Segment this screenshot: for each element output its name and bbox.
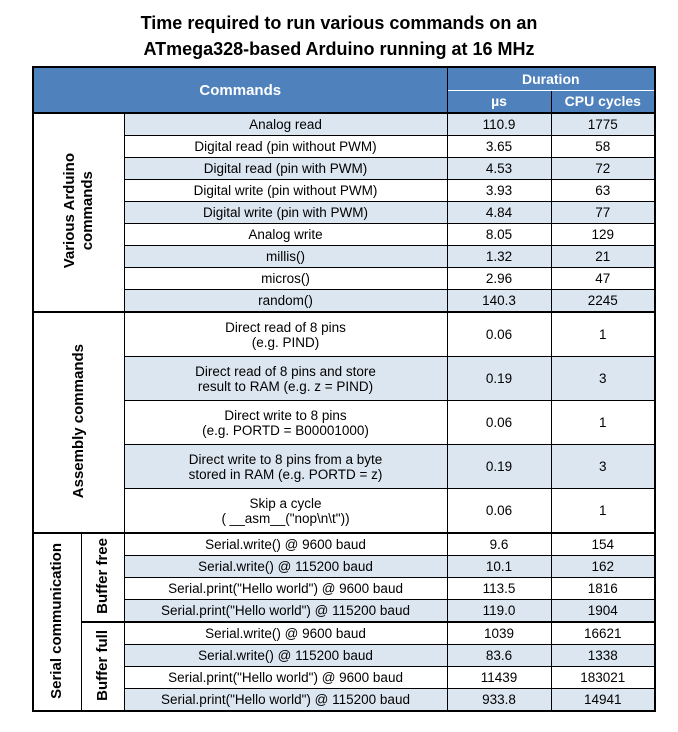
cycles-cell: 1 [551,312,655,357]
cycles-cell: 47 [551,268,655,290]
command-cell: Serial.print("Hello world") @ 115200 baud [124,600,447,623]
us-cell: 9.6 [447,533,551,556]
us-cell: 0.19 [447,445,551,489]
cycles-cell: 1 [551,489,655,534]
table-row [33,445,655,489]
header-us: µs [447,90,551,113]
us-cell: 933.8 [447,689,551,712]
command-cell: Direct write to 8 pins (e.g. PORTD = B00001000) [124,401,447,445]
command-cell: millis() [124,246,447,268]
command-cell: Digital read (pin without PWM) [124,136,447,158]
group-assembly: Assembly commands [33,312,124,533]
cycles-cell: 1338 [551,645,655,667]
us-cell: 140.3 [447,290,551,313]
cycles-cell: 3 [551,445,655,489]
cycles-cell: 2245 [551,290,655,313]
cycles-cell: 58 [551,136,655,158]
command-cell: Serial.write() @ 115200 baud [124,645,447,667]
table-row [33,136,655,158]
us-cell: 1.32 [447,246,551,268]
cycles-cell: 1 [551,401,655,445]
table-row [33,401,655,445]
table-row [33,246,655,268]
us-cell: 8.05 [447,224,551,246]
table-row [33,689,655,712]
command-cell: Serial.print("Hello world") @ 9600 baud [124,667,447,689]
us-cell: 0.06 [447,312,551,357]
us-cell: 0.06 [447,401,551,445]
us-cell: 4.53 [447,158,551,180]
command-cell: Direct read of 8 pins and store result to RAM (e.g. z = PIND) [124,357,447,401]
cycles-cell: 72 [551,158,655,180]
header-commands: Commands [33,67,447,113]
table-row [33,578,655,600]
cycles-cell: 162 [551,556,655,578]
cycles-cell: 16621 [551,622,655,645]
command-cell: Serial.write() @ 9600 baud [124,622,447,645]
table-row [33,667,655,689]
table-row [33,556,655,578]
cycles-cell: 1775 [551,113,655,136]
us-cell: 10.1 [447,556,551,578]
timing-table [32,66,656,712]
us-cell: 3.93 [447,180,551,202]
us-cell: 2.96 [447,268,551,290]
table-row [33,202,655,224]
command-cell: Digital write (pin with PWM) [124,202,447,224]
cycles-cell: 1904 [551,600,655,623]
table-row [33,224,655,246]
cycles-cell: 77 [551,202,655,224]
table-row [33,357,655,401]
us-cell: 113.5 [447,578,551,600]
us-cell: 0.19 [447,357,551,401]
us-cell: 4.84 [447,202,551,224]
command-cell: Skip a cycle ( __asm__("nop\n\t")) [124,489,447,534]
table-row [33,268,655,290]
command-cell: random() [124,290,447,313]
us-cell: 119.0 [447,600,551,623]
us-cell: 3.65 [447,136,551,158]
header-duration: Duration [447,67,655,90]
table-row [33,533,655,556]
us-cell: 83.6 [447,645,551,667]
cycles-cell: 1816 [551,578,655,600]
command-cell: Digital write (pin without PWM) [124,180,447,202]
cycles-cell: 63 [551,180,655,202]
cycles-cell: 14941 [551,689,655,712]
table-row [33,622,655,645]
table-row [33,312,655,357]
command-cell: Serial.print("Hello world") @ 9600 baud [124,578,447,600]
cycles-cell: 3 [551,357,655,401]
command-cell: micros() [124,268,447,290]
command-cell: Serial.print("Hello world") @ 115200 baud [124,689,447,712]
group-various-arduino: Various Arduino commands [33,113,124,312]
command-cell: Direct read of 8 pins (e.g. PIND) [124,312,447,357]
command-cell: Digital read (pin with PWM) [124,158,447,180]
header-cpu-cycles: CPU cycles [551,90,655,113]
cycles-cell: 21 [551,246,655,268]
cycles-cell: 183021 [551,667,655,689]
table-row [33,158,655,180]
us-cell: 11439 [447,667,551,689]
group-serial-communication: Serial communication [33,533,81,711]
command-cell: Analog write [124,224,447,246]
us-cell: 1039 [447,622,551,645]
page-title [0,10,678,62]
command-cell: Direct write to 8 pins from a byte stored in RAM (e.g. PORTD = z) [124,445,447,489]
us-cell: 0.06 [447,489,551,534]
table-row [33,600,655,623]
table-row [33,113,655,136]
command-cell: Serial.write() @ 9600 baud [124,533,447,556]
table-row [33,180,655,202]
title-line-1: Time required to run various commands on an [140,13,538,33]
title-line-2: ATmega328-based Arduino running at 16 MHz [143,39,535,59]
table-row [33,290,655,313]
cycles-cell: 129 [551,224,655,246]
cycles-cell: 154 [551,533,655,556]
table-row [33,489,655,534]
subgroup-buffer-full: Buffer full [81,622,124,711]
command-cell: Analog read [124,113,447,136]
table-row [33,645,655,667]
us-cell: 110.9 [447,113,551,136]
command-cell: Serial.write() @ 115200 baud [124,556,447,578]
subgroup-buffer-free: Buffer free [81,533,124,622]
